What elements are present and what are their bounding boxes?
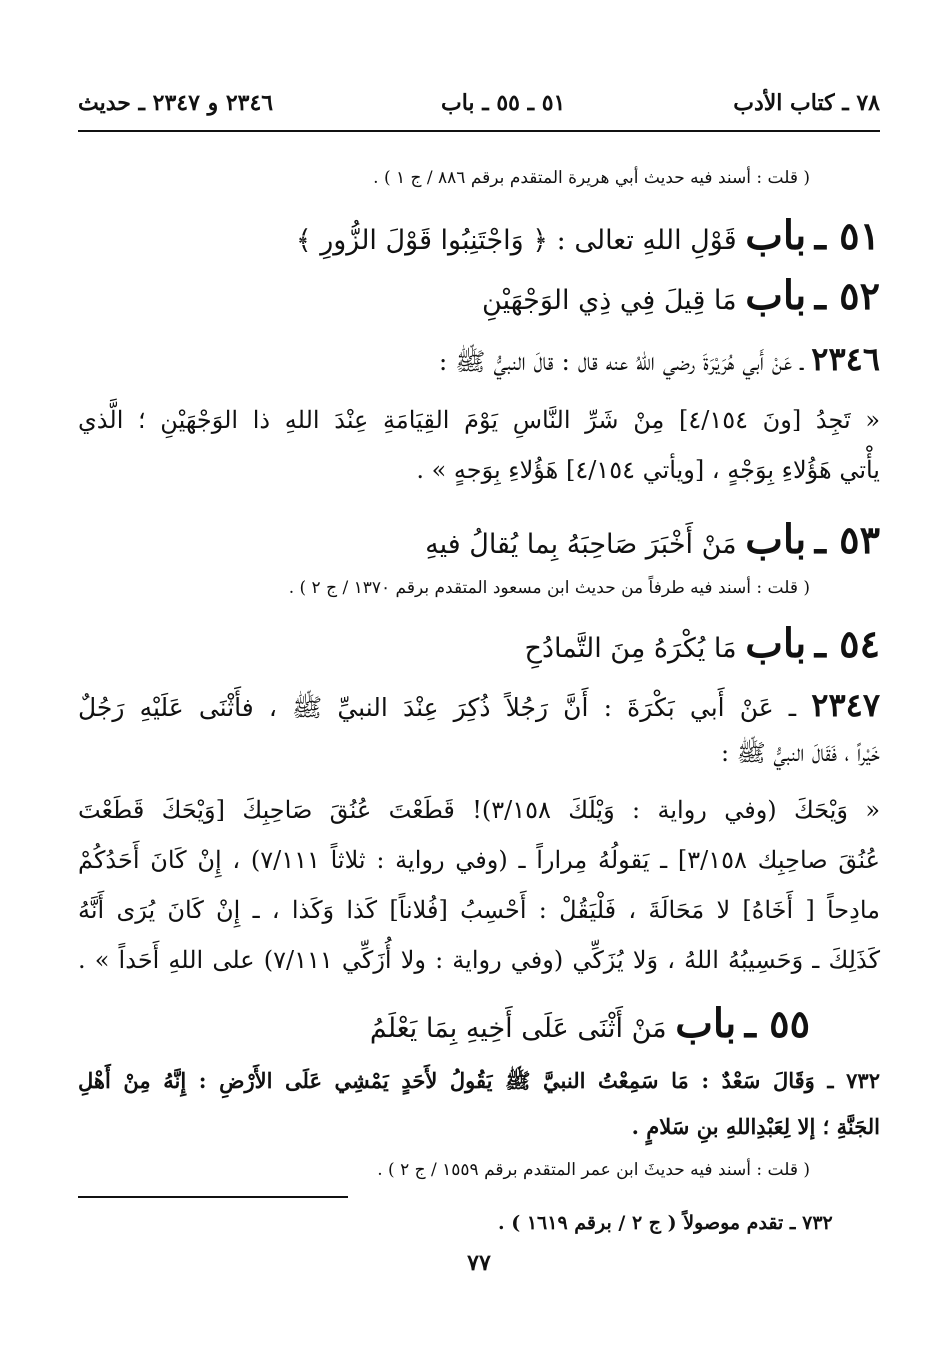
page-number: ٧٧ xyxy=(467,1250,491,1276)
hadith-number: ٢٣٤٧ xyxy=(811,686,880,724)
footnote-732: ٧٣٢ ـ تقدم موصولاً ( ج ٢ / برقم ١٦١٩ ) . xyxy=(498,1212,833,1234)
bab-word: باب xyxy=(745,212,807,259)
note-3: ( قلت : أسند فيه حديثَ ابن عمر المتقدم برقم ١٥٥٩ / ج ٢ ) . xyxy=(377,1160,810,1180)
hadith-2347-text-line-3: مادِحاً [ أَخَاهُ] لا مَحَالَةَ ، فَلْيَقُلْ : أَحْسِبُ [فُلاناً] كَذا وَكَذا ، ـ إِنْ كَانَ يُرَى أَنَّهُ xyxy=(78,896,881,924)
bab-55-heading xyxy=(78,1000,810,1047)
bab-title: مَنْ أَثْنَى عَلَى أَخِيهِ بِمَا يَعْلَمُ xyxy=(369,1013,667,1044)
header-hadith-range: ٢٣٤٦ و ٢٣٤٧ ـ حديث xyxy=(78,90,274,116)
book-page xyxy=(78,0,880,1356)
bab-52-heading xyxy=(78,272,880,319)
bab-number: ٥٣ ـ xyxy=(814,517,880,562)
bab-title: مَا يُكْرَهُ مِنَ التَّمادُحِ xyxy=(524,633,737,664)
hadith-2347-intro xyxy=(78,686,880,729)
bab-number: ٥٥ ـ xyxy=(744,1001,810,1046)
bab-word: باب xyxy=(745,620,807,667)
bab-word: باب xyxy=(745,272,807,319)
hadith-2346-text-line-1: « تَجِدُ [ونَ ٤/١٥٤] مِنْ شَرِّ النَّاسِ يَوْمَ القِيَامَةِ عِنْدَ اللهِ ذا الوَجْهَيْنِ ؛ الَّذي xyxy=(78,406,881,434)
hadith-2346-intro xyxy=(78,340,880,383)
bab-title: مَا قِيلَ فِي ذِي الوَجْهَيْنِ xyxy=(482,285,737,316)
bab-51-heading xyxy=(78,212,880,259)
hadith-isnad: ـ عَنْ أَبي بَكْرَةَ : أَنَّ رَجُلاً ذُكِرَ عِنْدَ النبيِّ ﷺ ، فأَثْنَى عَلَيْهِ رَجُلٌ xyxy=(78,693,797,722)
note-1: ( قلت : أسند فيه حديث أبي هريرة المتقدم برقم ٨٨٦ / ج ١ ) . xyxy=(373,168,810,188)
running-header xyxy=(78,86,880,120)
bab-title: مَنْ أَخْبَرَ صَاحِبَهُ بِما يُقالُ فيهِ xyxy=(425,529,737,560)
hadith-2347-intro-line-2: خَيْراً ، فَقَالَ النبيُّ ﷺ : xyxy=(721,739,880,767)
header-rule xyxy=(78,130,880,132)
bab-number: ٥١ ـ xyxy=(814,213,880,258)
hadith-2347-text-line-1: « وَيْحَكَ (وفي رواية : وَيْلَكَ ٣/١٥٨)! قَطَعْتَ عُنُقَ صَاحِبِكَ [وَيْحَكَ قَطَعْتَ xyxy=(78,796,881,824)
header-chapter-range: ٥١ ـ ٥٥ ـ باب xyxy=(441,90,566,116)
hadith-2347-text-line-2: عُنُقَ صاحِبِك ٣/١٥٨] ـ يَقولُهُ مِراراً ـ (وفي رواية : ثلاثاً ٧/١١١) ، إِنْ كَانَ أَحَدُكُمْ xyxy=(78,846,880,874)
footnote-rule xyxy=(78,1196,348,1198)
header-book-title: ٧٨ ـ كتاب الأدب xyxy=(733,90,880,116)
bab-number: ٥٤ ـ xyxy=(814,621,880,666)
bab-53-heading xyxy=(78,516,880,563)
bab-54-heading xyxy=(78,620,880,667)
athar-732-line-2: الجَنَّةِ ؛ إلا لِعَبْدِاللهِ بنِ سَلامٍ . xyxy=(631,1114,880,1139)
hadith-2347-text-line-4: كَذَلِكَ ـ وَحَسِيبُهُ اللهُ ، وَلا يُزَكِّي (وفي رواية : ولا أُزَكِّي ٧/١١١) على اللهِ أَحَداً » . xyxy=(78,946,881,974)
bab-title: قَوْلِ اللهِ تعالى : ﴿ وَاجْتَنِبُوا قَوْلَ الزُّورِ ﴾ xyxy=(295,225,737,256)
hadith-2346-text-line-2: يأْتي هَؤُلاءِ بِوَجْهٍ ، [ويأتي ٤/١٥٤] هَؤُلاءِ بِوَجهٍ » . xyxy=(416,456,880,484)
hadith-isnad: ـ عَنْ أَبي هُرَيْرَةَ رضي اللهُ عنه قال : قالَ النبيُّ ﷺ : xyxy=(438,347,804,376)
bab-word: باب xyxy=(745,516,807,563)
note-2: ( قلت : أسند فيه طرفاً من حديث ابن مسعود المتقدم برقم ١٣٧٠ / ج ٢ ) . xyxy=(288,578,810,598)
hadith-number: ٢٣٤٦ xyxy=(811,340,880,378)
bab-word: باب xyxy=(675,1000,737,1047)
bab-number: ٥٢ ـ xyxy=(814,273,880,318)
athar-732-line-1: ٧٣٢ ـ وَقَالَ سَعْدٌ : مَا سَمِعْتُ النبيَّ ﷺ يَقُولُ لأَحَدٍ يَمْشِي عَلَى الأَرْضِ : إِنَّهُ مِنْ أَهْلِ xyxy=(78,1068,880,1093)
